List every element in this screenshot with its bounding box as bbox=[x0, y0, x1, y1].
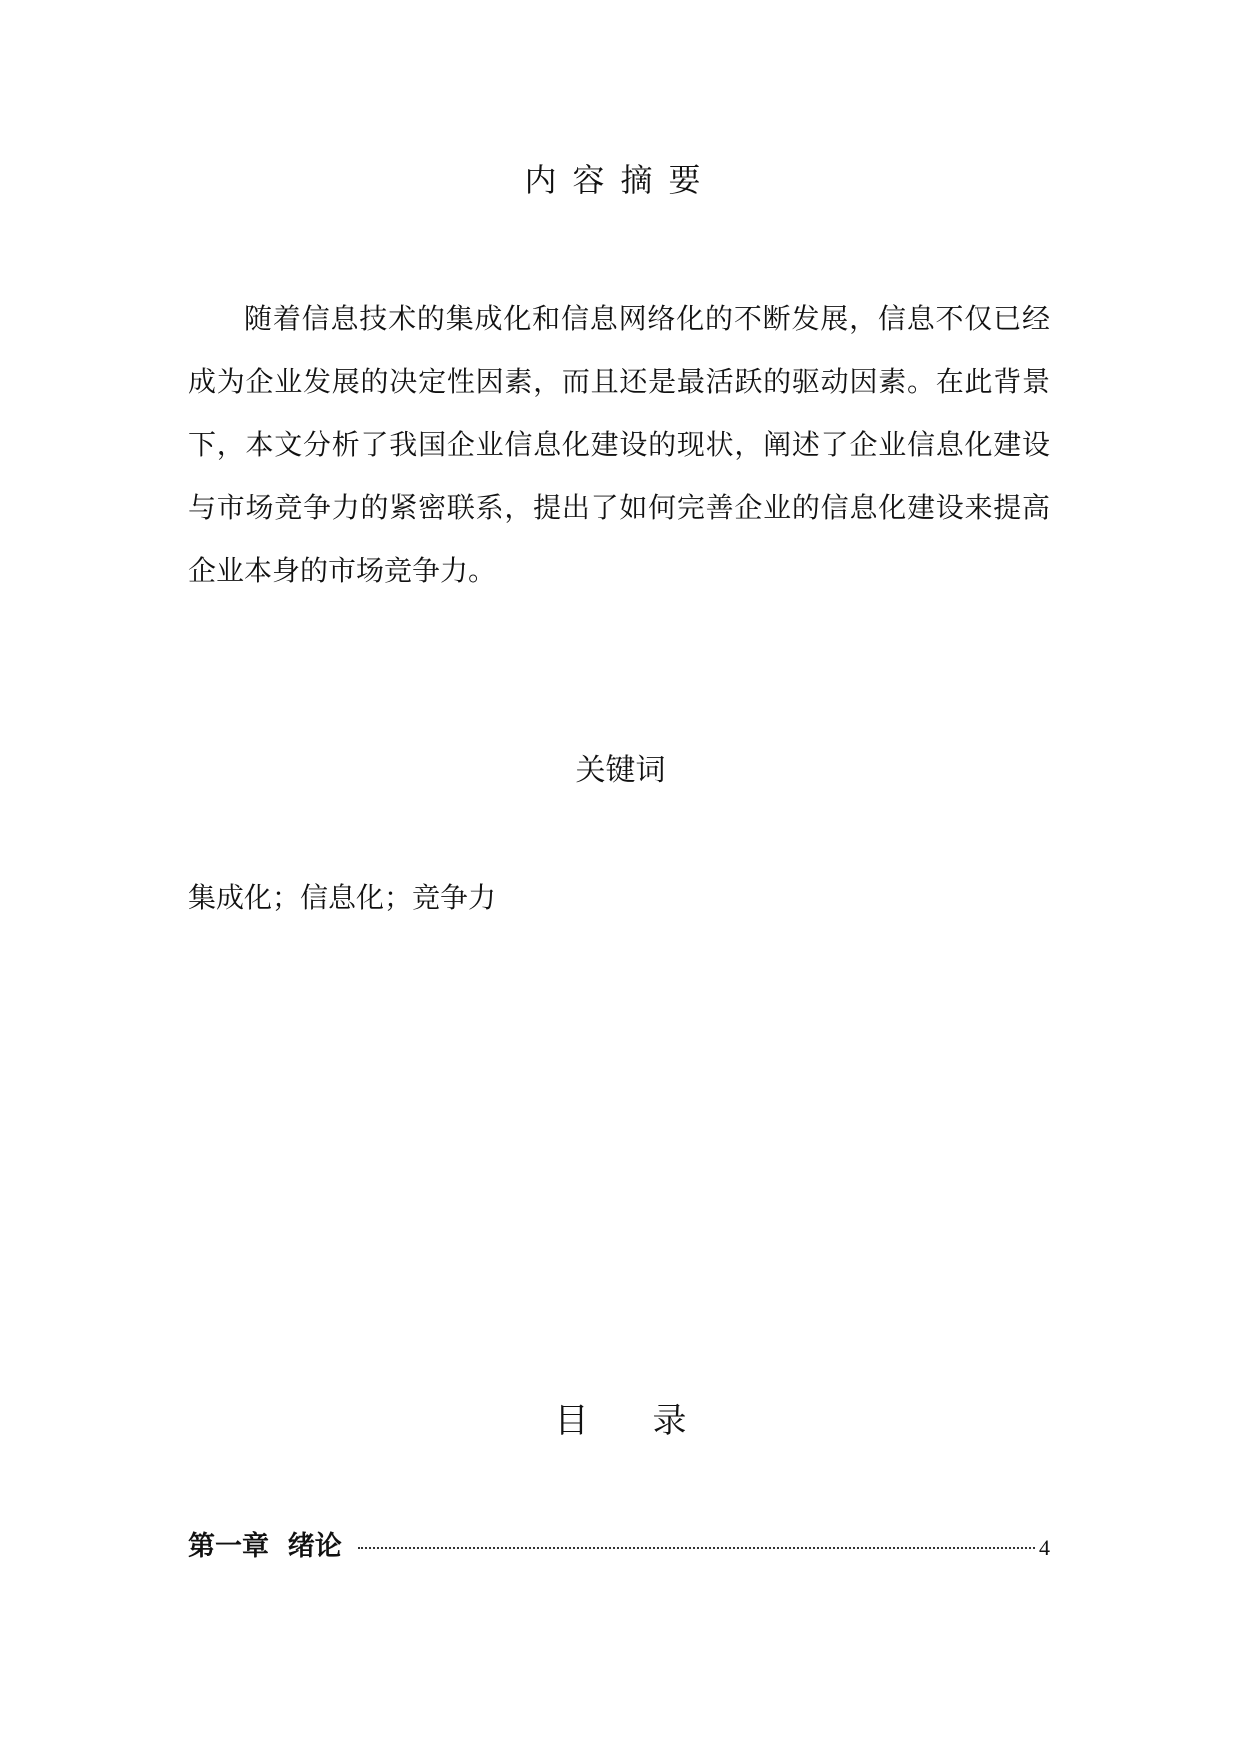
toc-entry[interactable] bbox=[188, 1528, 1050, 1567]
toc-entry-page: 4 bbox=[1039, 1535, 1050, 1560]
abstract-title: 内容摘要 bbox=[524, 161, 717, 199]
keywords-title: 关键词 bbox=[575, 753, 666, 788]
toc-title-char-1: 目 bbox=[554, 1401, 589, 1441]
toc-title-char-2: 录 bbox=[652, 1401, 687, 1441]
keywords-text: 集成化；信息化；竞争力 bbox=[188, 881, 497, 914]
toc-leader-dots bbox=[358, 1547, 1035, 1549]
toc-entry-label: 第一章 绪论 bbox=[188, 1531, 342, 1562]
toc-title bbox=[0, 1398, 1241, 1444]
abstract-body: 随着信息技术的集成化和信息网络化的不断发展，信息不仅已经成为企业发展的决定性因素，而且还是最活跃的驱动因素。在此背景下，本文分析了我国企业信息化建设的现状，阐述了企业信息化建设与市场竞争力的紧密联系，提出了如何完善企业的信息化建设来提高企业本身的市场竞争力。 bbox=[188, 302, 1050, 587]
